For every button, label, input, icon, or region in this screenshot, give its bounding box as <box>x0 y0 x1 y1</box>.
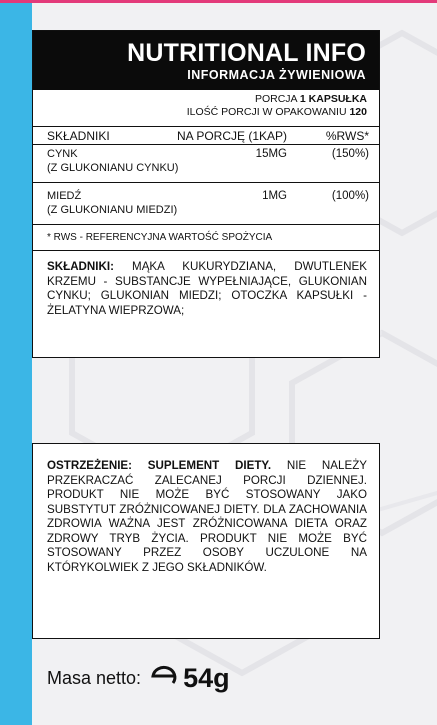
side-color-stripe <box>0 0 32 725</box>
ingredient-source: (Z GLUKONIANU CYNKU) <box>47 162 179 174</box>
nutrition-header <box>33 31 379 90</box>
ingredients-text: MĄKA KUKURYDZIANA, DWUTLENEK KRZEMU - SUBSTANCJE WYPEŁNIAJĄCE, GLUKONIAN CYNKU; GLUKONIAN MIEDZI; OTOCZKA KAPSUŁKI - ŻELATYNA WIEPRZOWA; <box>47 260 367 317</box>
portion-info <box>33 90 379 127</box>
warning-box <box>32 443 380 639</box>
ingredient-name: CYNK <box>47 148 78 160</box>
servings-value: 120 <box>349 106 367 118</box>
servings-label: ILOŚĆ PORCJI W OPAKOWANIU <box>186 106 350 118</box>
nutrition-info-box <box>32 30 380 358</box>
ingredient-source: (Z GLUKONIANU MIEDZI) <box>47 204 178 216</box>
ingredient-amount: 1MG <box>262 190 287 202</box>
warning-text: NIE NALEŻY PRZEKRACZAĆ ZALECANEJ PORCJI DZIENNEJ. PRODUKT NIE MOŻE BYĆ STOSOWANY JAKO SUBSTYTUT ZRÓŻNICOWANEJ DIETY. DLA ZACHOWANIA ZDROWIA WAŻNA JEST ZRÓŻNICOWANA DIETA ORAZ ZDROWY TRYB ŻYCIA. PRODUKT NIE MOŻE BYĆ STOSOWANY PRZEZ OSOBY UCZULONE NA KTÓRYKOLWIEK Z JEGO SKŁADNIKÓW. <box>47 459 368 574</box>
servings-per-pack-line <box>33 106 367 119</box>
ingredient-name-cell <box>47 147 227 182</box>
ingredient-name: MIEDŹ <box>47 190 82 202</box>
table-row <box>33 145 379 183</box>
portion-size-label: PORCJA <box>254 93 300 105</box>
portion-size-value: 1 KAPSUŁKA <box>299 93 367 105</box>
nutrition-title: NUTRITIONAL INFO <box>127 39 366 67</box>
nutrition-subtitle: INFORMACJA ŻYWIENIOWA <box>187 68 366 82</box>
header-ingredients: SKŁADNIKI <box>47 129 110 143</box>
label-panel <box>32 3 437 725</box>
ingredient-rws: (150%) <box>331 148 369 160</box>
net-mass-value: 54g <box>183 663 230 693</box>
rws-footnote: * RWS - REFERENCYJNA WARTOŚĆ SPOŻYCIA <box>33 225 379 251</box>
header-per-portion: NA PORCJĘ (1KAP) <box>177 129 288 143</box>
ingredient-rws: (100%) <box>331 190 369 202</box>
ingredient-name-cell <box>47 189 227 224</box>
estimated-sign-icon <box>149 664 179 693</box>
ingredients-list <box>33 251 379 318</box>
table-row <box>33 183 379 225</box>
header-rws: %RWS* <box>325 129 369 143</box>
warning-label: OSTRZEŻENIE: SUPLEMENT DIETY. <box>47 459 272 472</box>
ingredient-amount: 15MG <box>255 148 287 160</box>
net-mass <box>47 663 230 694</box>
ingredients-label: SKŁADNIKI: <box>47 260 114 273</box>
table-header-row <box>33 127 379 145</box>
net-mass-label: Masa netto: <box>47 668 142 688</box>
portion-size-line <box>33 93 367 106</box>
